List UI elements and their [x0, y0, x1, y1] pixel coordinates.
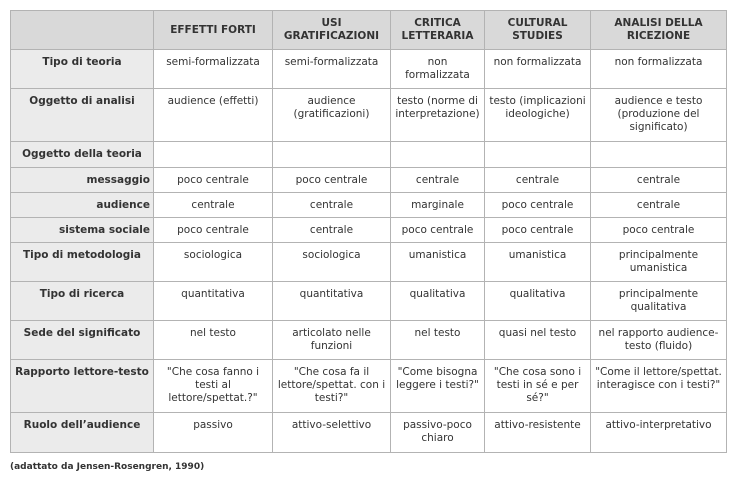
table-cell: qualitativa — [485, 282, 591, 321]
table-cell: "Che cosa fanno i testi al lettore/spettat.?" — [154, 360, 273, 413]
table-cell — [273, 142, 391, 168]
table-cell: qualitativa — [391, 282, 485, 321]
comparison-table-container — [10, 10, 726, 453]
table-cell: centrale — [591, 193, 727, 218]
table-row — [11, 89, 727, 142]
table-cell: poco centrale — [485, 193, 591, 218]
table-cell: audience (gratificazioni) — [273, 89, 391, 142]
table-cell: principalmente qualitativa — [591, 282, 727, 321]
table-cell: centrale — [273, 193, 391, 218]
header-critica-letteraria: CRITICA LETTERARIA — [391, 11, 485, 50]
table-cell: centrale — [485, 168, 591, 193]
table-cell: poco centrale — [485, 218, 591, 243]
table-cell: poco centrale — [154, 168, 273, 193]
table-cell: attivo-resistente — [485, 413, 591, 453]
table-cell: centrale — [591, 168, 727, 193]
row-label-rapporto-lettore-testo: Rapporto lettore-testo — [11, 360, 154, 413]
row-label-audience: audience — [11, 193, 154, 218]
table-cell: articolato nelle funzioni — [273, 321, 391, 360]
table-row — [11, 218, 727, 243]
table-cell: testo (implicazioni ideologiche) — [485, 89, 591, 142]
table-cell: poco centrale — [391, 218, 485, 243]
table-cell: nel testo — [154, 321, 273, 360]
table-cell — [391, 142, 485, 168]
table-cell: marginale — [391, 193, 485, 218]
row-label-ruolo-audience: Ruolo dell’audience — [11, 413, 154, 453]
header-corner — [11, 11, 154, 50]
table-cell: quantitativa — [154, 282, 273, 321]
table-cell: audience (effetti) — [154, 89, 273, 142]
header-effetti-forti: EFFETTI FORTI — [154, 11, 273, 50]
table-row — [11, 413, 727, 453]
table-cell: quasi nel testo — [485, 321, 591, 360]
header-row — [11, 11, 727, 50]
source-caption: (adattato da Jensen-Rosengren, 1990) — [10, 462, 205, 472]
row-label-messaggio: messaggio — [11, 168, 154, 193]
table-cell: attivo-interpretativo — [591, 413, 727, 453]
table-cell: umanistica — [485, 243, 591, 282]
table-row — [11, 360, 727, 413]
table-cell: nel rapporto audience-testo (fluido) — [591, 321, 727, 360]
row-label-oggetto-di-analisi: Oggetto di analisi — [11, 89, 154, 142]
table-cell: poco centrale — [154, 218, 273, 243]
table-cell: quantitativa — [273, 282, 391, 321]
table-row — [11, 193, 727, 218]
row-label-tipo-di-metodologia: Tipo di metodologia — [11, 243, 154, 282]
table-cell: poco centrale — [273, 168, 391, 193]
table-cell: poco centrale — [591, 218, 727, 243]
table-row — [11, 321, 727, 360]
table-header — [11, 11, 727, 50]
table-cell — [485, 142, 591, 168]
table-cell: centrale — [273, 218, 391, 243]
table-cell: centrale — [154, 193, 273, 218]
table-cell: attivo-selettivo — [273, 413, 391, 453]
table-cell: passivo-poco chiaro — [391, 413, 485, 453]
table-cell: "Come il lettore/spettat. interagisce con i testi?" — [591, 360, 727, 413]
row-label-sede-del-significato: Sede del significato — [11, 321, 154, 360]
table-row — [11, 168, 727, 193]
header-usi-gratificazioni: USI GRATIFICAZIONI — [273, 11, 391, 50]
table-cell — [154, 142, 273, 168]
header-analisi-ricezione: ANALISI DELLA RICEZIONE — [591, 11, 727, 50]
table-cell: "Come bisogna leggere i testi?" — [391, 360, 485, 413]
table-row — [11, 282, 727, 321]
table-cell: passivo — [154, 413, 273, 453]
row-label-tipo-di-teoria: Tipo di teoria — [11, 50, 154, 89]
table-cell: sociologica — [154, 243, 273, 282]
row-label-tipo-di-ricerca: Tipo di ricerca — [11, 282, 154, 321]
table-row — [11, 243, 727, 282]
table-cell: centrale — [391, 168, 485, 193]
table-cell: semi-formalizzata — [154, 50, 273, 89]
table-cell: sociologica — [273, 243, 391, 282]
table-cell: umanistica — [391, 243, 485, 282]
table-cell: principalmente umanistica — [591, 243, 727, 282]
table-cell: non formalizzata — [485, 50, 591, 89]
table-cell: testo (norme di interpretazione) — [391, 89, 485, 142]
table-cell — [591, 142, 727, 168]
row-label-oggetto-della-teoria: Oggetto della teoria — [11, 142, 154, 168]
table-row — [11, 142, 727, 168]
row-label-sistema-sociale: sistema sociale — [11, 218, 154, 243]
header-cultural-studies: CULTURAL STUDIES — [485, 11, 591, 50]
table-cell: non formalizzata — [391, 50, 485, 89]
table-cell: "Che cosa fa il lettore/spettat. con i testi?" — [273, 360, 391, 413]
comparison-table — [10, 10, 727, 453]
table-row — [11, 50, 727, 89]
table-cell: non formalizzata — [591, 50, 727, 89]
table-cell: "Che cosa sono i testi in sé e per sé?" — [485, 360, 591, 413]
table-cell: audience e testo (produzione del significato) — [591, 89, 727, 142]
table-cell: nel testo — [391, 321, 485, 360]
table-cell: semi-formalizzata — [273, 50, 391, 89]
table-body — [11, 50, 727, 453]
